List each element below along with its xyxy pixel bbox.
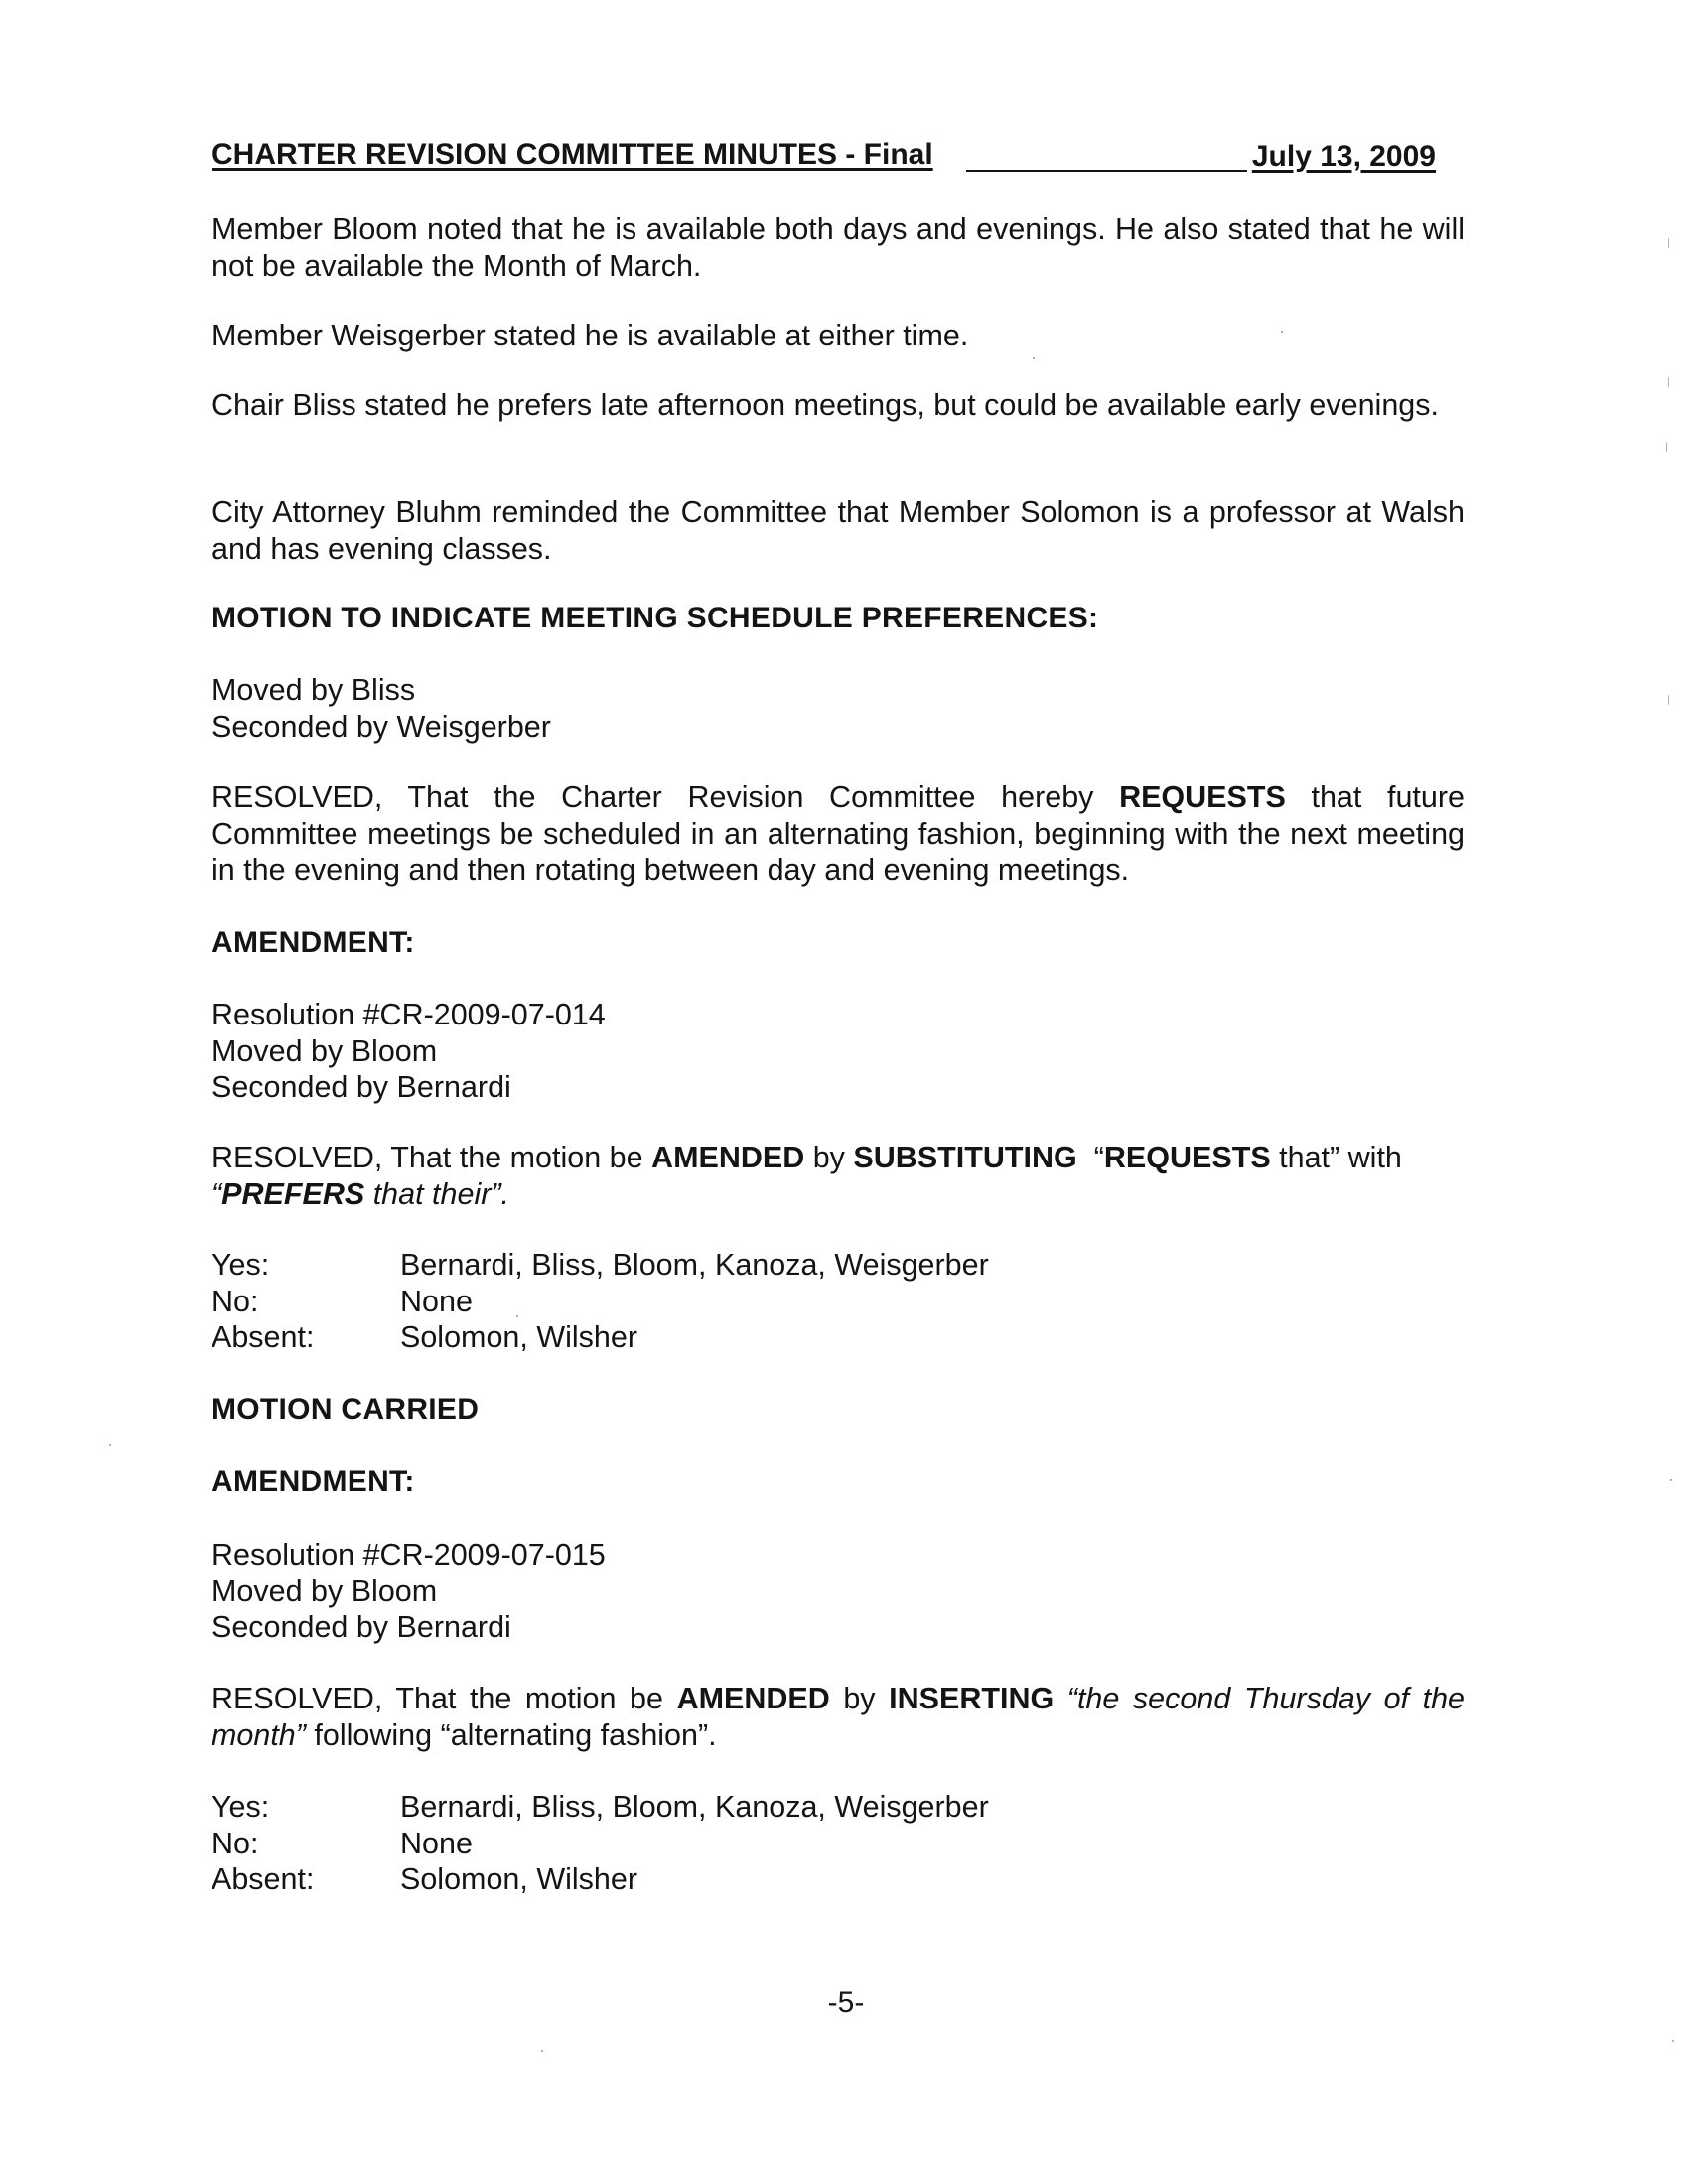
document-header <box>212 137 1436 177</box>
page-number: -5- <box>827 1986 865 2019</box>
motion-resolved-part2: that future Committee meetings be scheduled in an alternating fashion, beginning with the next meeting in the evening and then rotating between day and evening meetings. <box>212 780 1465 887</box>
amendment-2-by: by <box>829 1682 890 1715</box>
header-rule <box>966 170 1247 172</box>
amendment-1-new-rest: that their <box>364 1176 492 1211</box>
amendment-2-action: INSERTING <box>889 1682 1055 1715</box>
motion-seconded-by: Seconded by Weisgerber <box>212 709 551 744</box>
motion-heading: MOTION TO INDICATE MEETING SCHEDULE PREFERENCES: <box>212 602 1099 634</box>
vote-label: Absent: <box>212 1320 315 1354</box>
scan-speck <box>1668 238 1669 248</box>
vote-value: Bernardi, Bliss, Bloom, Kanoza, Weisgerber <box>400 1790 989 1824</box>
scan-speck <box>1672 2040 1674 2042</box>
scan-speck <box>109 1444 111 1446</box>
vote-label: Yes: <box>212 1790 270 1824</box>
amendment-2-resolution-number: Resolution #CR-2009-07-015 <box>212 1538 606 1571</box>
paragraph-attorney-reminder: City Attorney Bluhm reminded the Committee that Member Solomon is a professor at Walsh and has evening classes. <box>212 495 1465 566</box>
amendment-1-quote-rest: that” with <box>1270 1141 1402 1174</box>
amendment-2-vote-table <box>212 1789 989 1898</box>
amendment-1-new-open: “ <box>212 1176 222 1211</box>
motion-movers <box>212 672 551 745</box>
vote-value: None <box>400 1826 473 1860</box>
amendment-1-heading: AMENDMENT: <box>212 926 415 959</box>
vote-value: Bernardi, Bliss, Bloom, Kanoza, Weisgerber <box>400 1248 989 1282</box>
scan-speck <box>1668 695 1669 705</box>
vote-row-no <box>212 1284 989 1320</box>
amendment-2-amended: AMENDED <box>676 1682 830 1715</box>
amendment-1-details <box>212 997 606 1106</box>
vote-row-yes <box>212 1789 989 1826</box>
amendment-2-resolved-text <box>212 1681 1465 1753</box>
paragraph-bloom-availability: Member Bloom noted that he is available both days and evenings. He also stated that he will not be available the Month of March. <box>212 212 1465 283</box>
motion-resolved-part1: RESOLVED, That the Charter Revision Committee hereby <box>212 780 1120 814</box>
vote-label: Yes: <box>212 1248 270 1282</box>
amendment-1-moved-by: Moved by Bloom <box>212 1033 438 1068</box>
scan-speck <box>541 2050 543 2052</box>
vote-label: No: <box>212 1284 259 1318</box>
amendment-2-resolved-part1: RESOLVED, That the motion be <box>212 1682 677 1715</box>
scan-speck <box>1666 442 1667 452</box>
amendment-1-new-close: ”. <box>491 1176 510 1211</box>
amendment-2-seconded-by: Seconded by Bernardi <box>212 1610 511 1644</box>
amendment-1-resolved-part1: RESOLVED, That the motion be <box>212 1141 652 1174</box>
amendment-2-heading: AMENDMENT: <box>212 1465 415 1498</box>
document-title: CHARTER REVISION COMMITTEE MINUTES - Final <box>212 138 933 171</box>
scan-speck <box>1670 1479 1672 1481</box>
scan-speck <box>516 1315 518 1317</box>
motion-carried-label: MOTION CARRIED <box>212 1393 480 1426</box>
amendment-1-quote-open: “ <box>1076 1141 1104 1174</box>
vote-label: No: <box>212 1826 259 1860</box>
amendment-1-amended: AMENDED <box>651 1141 805 1174</box>
vote-row-absent <box>212 1861 989 1898</box>
amendment-2-inserted-text: “the second Thursday of the month” <box>212 1682 1465 1752</box>
motion-resolved-keyword: REQUESTS <box>1119 780 1286 814</box>
amendment-2-details <box>212 1537 606 1646</box>
scan-speck <box>1033 357 1035 359</box>
amendment-1-by: by <box>804 1141 854 1174</box>
amendment-1-action: SUBSTITUTING <box>853 1141 1077 1174</box>
scan-speck <box>1281 331 1283 333</box>
amendment-1-resolved-text <box>212 1140 1465 1212</box>
motion-resolved-text <box>212 779 1465 888</box>
amendment-1-quote-keyword: REQUESTS <box>1103 1141 1271 1174</box>
amendment-1-resolution-number: Resolution #CR-2009-07-014 <box>212 998 606 1031</box>
vote-row-no <box>212 1826 989 1862</box>
document-date: July 13, 2009 <box>1251 140 1436 173</box>
amendment-2-moved-by: Moved by Bloom <box>212 1573 438 1608</box>
paragraph-bliss-preference: Chair Bliss stated he prefers late afternoon meetings, but could be available early evenings. <box>212 388 1439 422</box>
amendment-1-seconded-by: Seconded by Bernardi <box>212 1070 511 1104</box>
vote-value: Solomon, Wilsher <box>400 1862 637 1896</box>
vote-value: Solomon, Wilsher <box>400 1320 637 1354</box>
amendment-1-vote-table <box>212 1247 989 1356</box>
amendment-2-rest: following “alternating fashion”. <box>305 1717 717 1752</box>
paragraph-weisgerber-availability: Member Weisgerber stated he is available at either time. <box>212 319 969 352</box>
scan-speck <box>1668 377 1669 387</box>
amendment-1-new-keyword: PREFERS <box>221 1176 365 1211</box>
vote-row-absent <box>212 1319 989 1356</box>
motion-moved-by: Moved by Bliss <box>212 673 416 707</box>
vote-value: None <box>400 1284 473 1318</box>
vote-label: Absent: <box>212 1862 315 1896</box>
vote-row-yes <box>212 1247 989 1284</box>
